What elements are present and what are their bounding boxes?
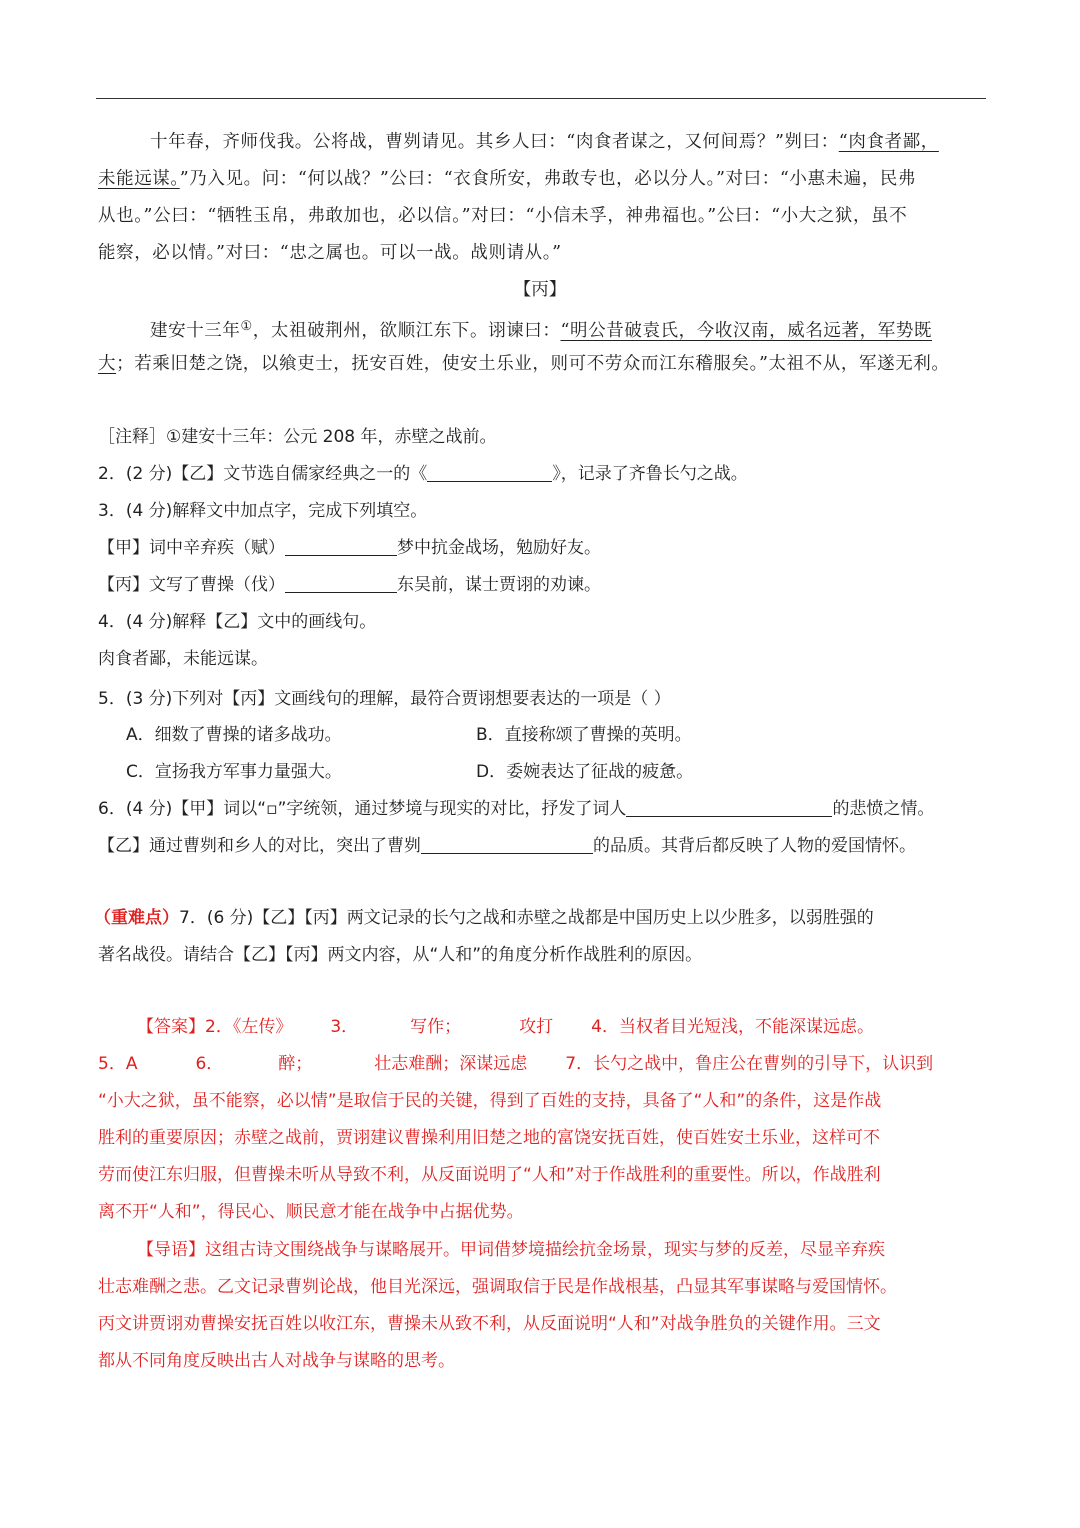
passage-yi-line-2 <box>98 167 916 191</box>
answer-2: 2．《左传》 <box>205 1017 293 1037</box>
question-3-jia <box>98 536 601 560</box>
question-text: 2．(2 分)【乙】文节选自儒家经典之一的《 <box>98 464 428 484</box>
answer-line-5: 劳而使江东归服，但曹操未听从导致不利，从反面说明了“人和”对于作战胜利的重要性。所以，作战胜利 <box>98 1165 881 1185</box>
answer-6-number: 6． <box>195 1054 224 1074</box>
header-rule <box>96 98 986 99</box>
question-text: 【丙】文写了曹操（伐） <box>98 575 285 595</box>
passage-yi-line-3: 从也。”公曰：“牺牲玉帛，弗敢加也，必以信。”对曰：“小信未孚，神弗福也。”公曰：“小大之狱，虽不 <box>98 206 908 226</box>
answer-3-number: 3． <box>330 1017 359 1037</box>
question-3: 3．(4 分)解释文中加点字，完成下列填空。 <box>98 501 428 521</box>
answer-3-part-1: 写作； <box>410 1017 462 1037</box>
answer-7-text: 7．长勺之战中，鲁庄公在曹刿的引导下，认识到 <box>565 1054 934 1074</box>
option-c[interactable]: C．宣扬我方军事力量强大。 <box>126 762 342 782</box>
underlined-sentence: 未能远谋。 <box>98 169 180 189</box>
passage-text: ，太祖破荆州，欲顺江东下。诩谏曰： <box>252 321 561 341</box>
passage-yi-line-4: 能察，必以情。”对曰：“忠之属也。可以一战。战则请从。” <box>98 243 562 263</box>
question-text: 6．(4 分)【甲】词以“▫”字统领，通过梦境与现实的对比，抒发了词人 <box>98 799 627 819</box>
underlined-sentence: “肉食者鄙， <box>838 132 939 152</box>
passage-text: ；若乘旧楚之饶，以飨吏士，抚安百姓，使安土乐业，则可不劳众而江东稽服矣。”太祖不从，军遂无利。 <box>116 354 950 374</box>
underlined-sentence: “明公昔破袁氏，今收汉南，威名远著，军势既 <box>560 321 933 341</box>
answer-6-part-2: 壮志难酬；深谋远虑 <box>374 1054 528 1074</box>
answer-label: 【答案】 <box>137 1017 205 1037</box>
question-text: 【甲】词中辛弃疾（赋） <box>98 538 285 558</box>
answer-line-1 <box>137 1015 874 1039</box>
question-2 <box>98 462 748 486</box>
question-text: 的悲愤之情。 <box>832 799 935 819</box>
answer-line-3: “小大之狱，虽不能察，必以情”是取信于民的关键，得到了百姓的支持，具备了“人和”的条件，这是作战 <box>98 1091 882 1111</box>
footnote-marker: ① <box>240 319 253 334</box>
question-text: 东吴前，谋士贾诩的劝谏。 <box>397 575 601 595</box>
passage-text: 十年春，齐师伐我。公将战，曹刿请见。其乡人曰：“肉食者谋之，又何间焉？”刿曰： <box>150 132 839 152</box>
answer-3-part-2: 攻打 <box>519 1017 554 1037</box>
answer-line-2 <box>98 1052 933 1076</box>
question-7-line-1 <box>94 906 874 930</box>
answer-blank[interactable] <box>421 835 593 854</box>
answer-5: 5．A <box>98 1054 138 1074</box>
question-text: 》，记录了齐鲁长勺之战。 <box>552 464 748 484</box>
passage-yi-line-1 <box>150 130 939 154</box>
passage-bing-line-2 <box>98 352 950 376</box>
guide-line-4: 都从不同角度反映出古人对战争与谋略的思考。 <box>98 1351 455 1371</box>
question-text: 7．(6 分)【乙】【丙】两文记录的长勺之战和赤壁之战都是中国历史上以少胜多，以弱胜强的 <box>179 908 874 928</box>
answer-line-6: 离不开“人和”，得民心、顺民意才能在战争中占据优势。 <box>98 1202 524 1222</box>
question-4: 4．(4 分)解释【乙】文中的画线句。 <box>98 612 377 632</box>
answer-blank[interactable] <box>285 574 397 593</box>
question-6-line-1 <box>98 797 934 821</box>
option-b[interactable]: B．直接称颂了曹操的英明。 <box>476 725 692 745</box>
question-6-line-2 <box>98 834 916 858</box>
passage-bing-line-1 <box>150 315 932 343</box>
answer-blank[interactable] <box>427 463 552 482</box>
answer-6-part-1: 醉； <box>278 1054 313 1074</box>
answer-line-4: 胜利的重要原因；赤壁之战前，贾诩建议曹操利用旧楚之地的富饶安抚百姓，使百姓安土乐业，这样可不 <box>98 1128 880 1148</box>
annotation-note: ［注释］①建安十三年：公元 208 年，赤壁之战前。 <box>98 427 497 447</box>
passage-bing-heading: 【丙】 <box>513 280 567 300</box>
option-d[interactable]: D．委婉表达了征战的疲惫。 <box>476 762 694 782</box>
passage-text: 建安十三年 <box>150 321 241 341</box>
question-4-sentence: 肉食者鄙，未能远谋。 <box>98 649 268 669</box>
answer-blank[interactable] <box>626 798 832 817</box>
underlined-sentence: 大 <box>98 354 117 374</box>
answer-4: 4．当权者目光短浅，不能深谋远虑。 <box>591 1017 874 1037</box>
difficulty-tag: （重难点） <box>94 908 179 928</box>
guide-line-3: 丙文讲贾诩劝曹操安抚百姓以收江东，曹操未从致不利，从反面说明“人和”对战争胜负的关键作用。三文 <box>98 1314 881 1334</box>
question-text: 的品质。其背后都反映了人物的爱国情怀。 <box>593 836 916 856</box>
guide-line-2: 壮志难酬之悲。乙文记录曹刿论战，他目光深远，强调取信于民是作战根基，凸显其军事谋略与爱国情怀。 <box>98 1277 897 1297</box>
guide-label: 【导语】 <box>137 1240 205 1260</box>
question-text: 【乙】通过曹刿和乡人的对比，突出了曹刿 <box>98 836 421 856</box>
guide-line-1 <box>137 1238 885 1262</box>
guide-text: 这组古诗文围绕战争与谋略展开。甲词借梦境描绘抗金场景，现实与梦的反差，尽显辛弃疾 <box>205 1240 885 1260</box>
question-3-bing <box>98 573 601 597</box>
question-text: 梦中抗金战场，勉励好友。 <box>397 538 601 558</box>
answer-blank[interactable] <box>285 537 397 556</box>
question-7-line-2: 著名战役。请结合【乙】【丙】两文内容，从“人和”的角度分析作战胜利的原因。 <box>98 945 703 965</box>
question-5: 5．(3 分)下列对【丙】文画线句的理解，最符合贾诩想要表达的一项是（ ） <box>98 689 671 709</box>
option-a[interactable]: A．细数了曹操的诸多战功。 <box>126 725 342 745</box>
passage-text: ”乃入见。问：“何以战？”公曰：“衣食所安，弗敢专也，必以分人。”对曰：“小惠未遍，民弗 <box>179 169 917 189</box>
